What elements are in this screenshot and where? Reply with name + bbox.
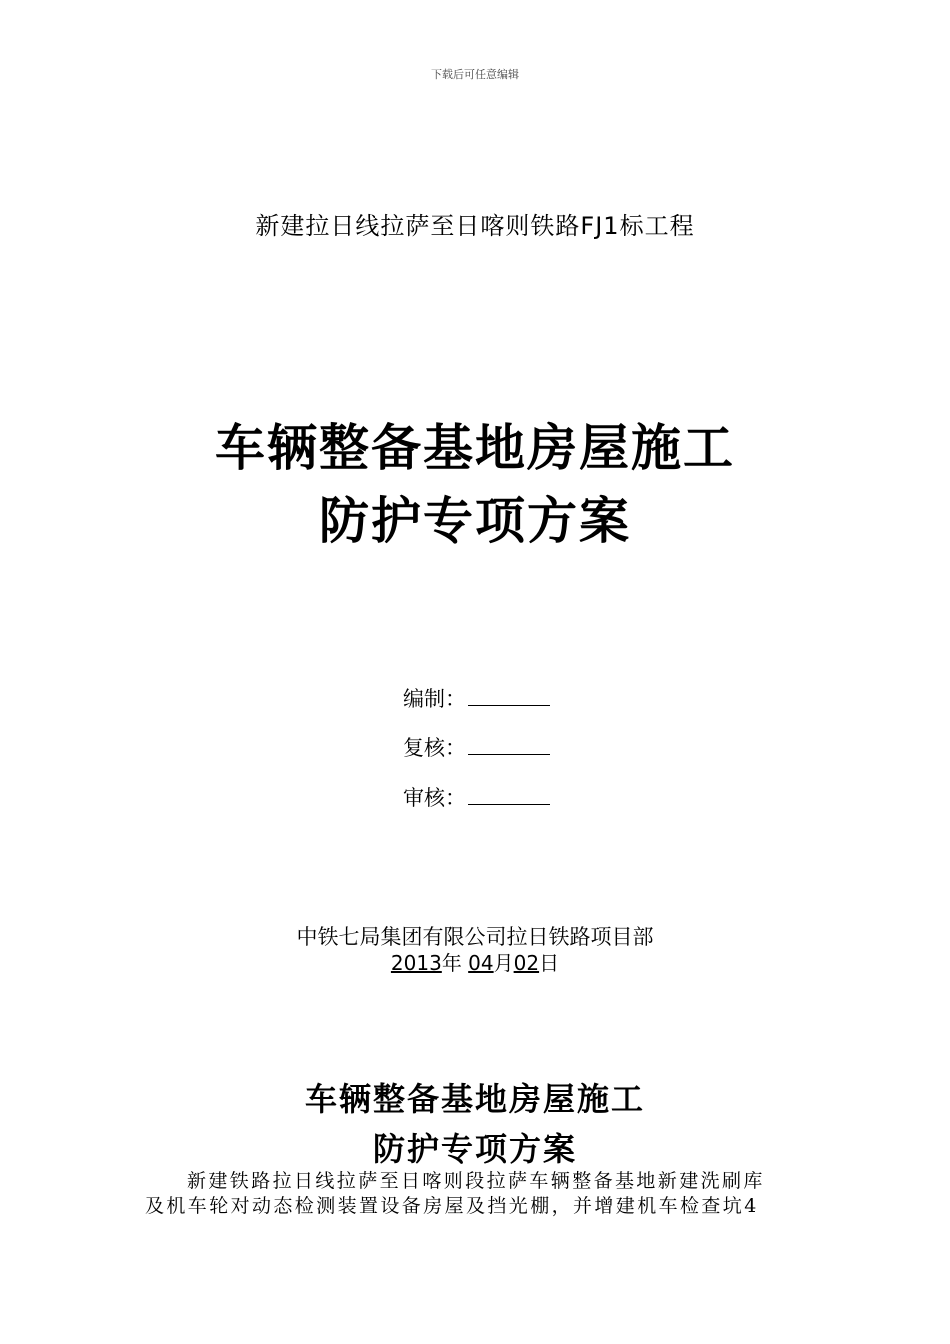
company-name: 中铁七局集团有限公司拉日铁路项目部 [296,925,654,949]
header-note: 下载后可任意编辑 [431,68,519,81]
signature-blank-line [468,784,550,805]
signature-blank-line [468,734,550,755]
signature-label: 编制： [403,687,466,711]
section-title-line2: 防护专项方案 [372,1130,577,1168]
main-title-line2: 防护专项方案 [319,492,631,550]
document-date [0,947,950,976]
signature-label: 复核： [403,736,466,760]
date-day-unit: 日 [539,951,560,975]
date-year: 2013 [390,951,442,975]
signature-reviewed [403,732,550,762]
section-title-line1: 车辆整备基地房屋施工 [304,1080,645,1118]
main-title-line1: 车辆整备基地房屋施工 [215,419,735,477]
project-title: 新建拉日线拉萨至日喀则铁路FJ1标工程 [255,212,695,240]
date-day: 02 [513,951,540,975]
body-paragraph-line1: 新建铁路拉日线拉萨至日喀则段拉萨车辆整备基地新建洗刷库 [187,1170,765,1192]
signature-blank-line [468,685,550,706]
signature-compiled [403,683,550,713]
date-year-unit: 年 [441,951,462,975]
date-month-unit: 月 [493,951,514,975]
date-month: 04 [468,951,494,975]
signature-approved [403,782,550,812]
signature-label: 审核： [403,786,466,810]
body-paragraph-line2: 及机车轮对动态检测装置设备房屋及挡光棚，并增建机车检查坑4 [145,1195,759,1217]
